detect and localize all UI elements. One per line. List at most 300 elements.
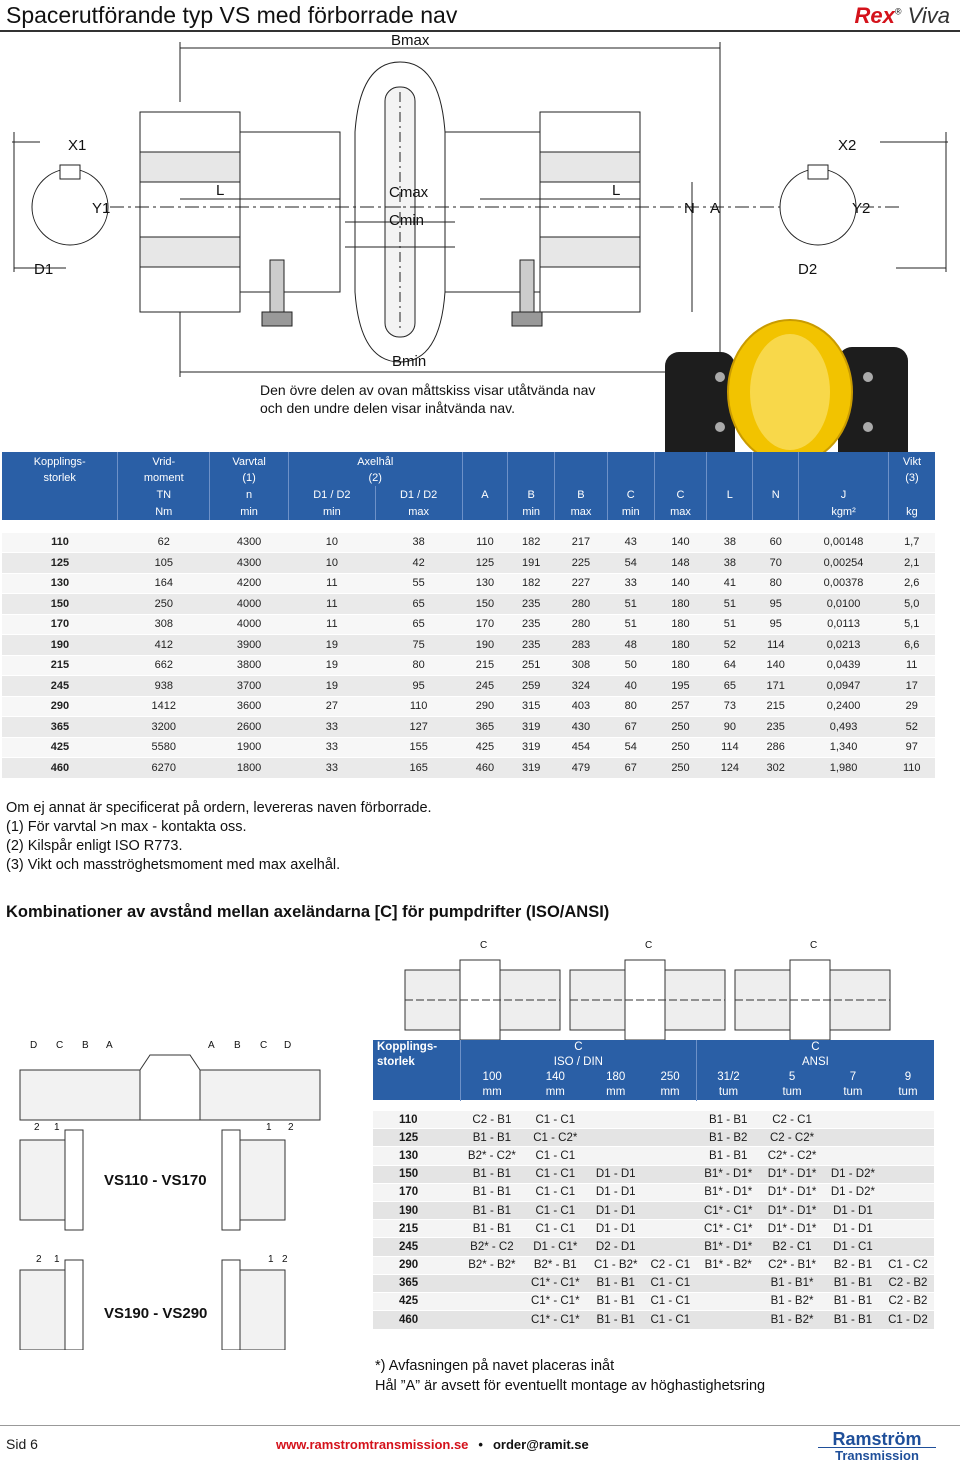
value-cell: 41 xyxy=(707,573,753,594)
combo-label-b-left: B xyxy=(82,1040,89,1051)
combo-cell: D1* - D1* xyxy=(760,1165,824,1183)
combo-cell xyxy=(644,1165,696,1183)
value-cell: 235 xyxy=(508,594,555,615)
value-cell: 425 xyxy=(462,737,508,758)
value-cell: 250 xyxy=(118,594,210,615)
value-cell: 38 xyxy=(375,532,462,553)
size-cell: 365 xyxy=(2,717,118,738)
value-cell: 42 xyxy=(375,553,462,574)
combo-cell: C2* - C2* xyxy=(760,1147,824,1165)
value-cell: 257 xyxy=(654,696,707,717)
label-y1: Y1 xyxy=(92,200,111,217)
value-cell: 195 xyxy=(654,676,707,697)
value-cell: 17 xyxy=(888,676,935,697)
value-cell: 70 xyxy=(753,553,799,574)
size-cell: 290 xyxy=(373,1256,460,1274)
combo-c-2: C xyxy=(645,940,653,951)
value-cell: 308 xyxy=(555,655,608,676)
value-cell: 308 xyxy=(118,614,210,635)
label-x2: X2 xyxy=(838,137,857,154)
combo-cell: C2* - B1* xyxy=(760,1256,824,1274)
value-cell: 51 xyxy=(707,614,753,635)
combo-cell: B1 - B1 xyxy=(587,1311,644,1329)
value-cell: 80 xyxy=(753,573,799,594)
combo-cell: C1 - C1 xyxy=(523,1201,587,1219)
value-cell: 52 xyxy=(707,635,753,656)
value-cell: 52 xyxy=(888,717,935,738)
svg-text:1: 1 xyxy=(54,1254,60,1265)
combo-c-3: C xyxy=(810,940,818,951)
combo-cell: C1 - C1 xyxy=(644,1292,696,1310)
combo-cell: B2* - C2* xyxy=(460,1147,523,1165)
combo-label-c-right: C xyxy=(260,1040,268,1051)
value-cell: 319 xyxy=(508,717,555,738)
footer-divider xyxy=(0,1425,960,1426)
combo-cell: B1 - B1 xyxy=(587,1274,644,1292)
value-cell: 40 xyxy=(607,676,654,697)
combo-c-1: C xyxy=(480,940,488,951)
combo-cell: C1 - C1 xyxy=(523,1165,587,1183)
spec-row xyxy=(2,676,935,697)
combo-label-d-left: D xyxy=(30,1040,38,1051)
spec-row xyxy=(2,717,935,738)
size-cell: 245 xyxy=(373,1238,460,1256)
page-header xyxy=(0,0,960,30)
combo-cell: C1 - C2 xyxy=(882,1256,934,1274)
value-cell: 4300 xyxy=(210,532,289,553)
value-cell: 54 xyxy=(607,553,654,574)
combo-cell: C2 - C1 xyxy=(644,1256,696,1274)
combo-cell xyxy=(644,1220,696,1238)
size-cell: 130 xyxy=(2,573,118,594)
value-cell: 182 xyxy=(508,532,555,553)
value-cell: 4300 xyxy=(210,553,289,574)
combo-cell: C1 - C1 xyxy=(523,1183,587,1201)
value-cell: 0,493 xyxy=(799,717,889,738)
value-cell: 0,0100 xyxy=(799,594,889,615)
value-cell: 33 xyxy=(607,573,654,594)
combo-cell: D1* - D1* xyxy=(760,1220,824,1238)
value-cell: 67 xyxy=(607,758,654,779)
combo-cell: C1 - C1 xyxy=(523,1111,587,1129)
combo-cell: C1 - C1 xyxy=(644,1274,696,1292)
value-cell: 180 xyxy=(654,614,707,635)
value-cell: 5580 xyxy=(118,737,210,758)
combo-cell: D1* - D1* xyxy=(760,1183,824,1201)
combo-cell: B1 - B1 xyxy=(696,1111,760,1129)
value-cell: 75 xyxy=(375,635,462,656)
size-cell: 365 xyxy=(373,1274,460,1292)
combo-cell: D1 - D2* xyxy=(824,1183,882,1201)
combo-cell: C1 - C2* xyxy=(523,1129,587,1147)
combo-cell: D1 - D1 xyxy=(587,1201,644,1219)
value-cell: 245 xyxy=(462,676,508,697)
combo-cell xyxy=(587,1129,644,1147)
label-bmax: Bmax xyxy=(391,32,430,49)
value-cell: 215 xyxy=(462,655,508,676)
combo-cell: B1* - D1* xyxy=(696,1238,760,1256)
value-cell: 479 xyxy=(555,758,608,779)
value-cell: 114 xyxy=(707,737,753,758)
spec-row xyxy=(2,614,935,635)
combo-row xyxy=(373,1111,934,1129)
value-cell: 280 xyxy=(555,614,608,635)
value-cell: 125 xyxy=(462,553,508,574)
combo-cell: D1 - D1 xyxy=(824,1201,882,1219)
value-cell: 6270 xyxy=(118,758,210,779)
value-cell: 33 xyxy=(288,758,375,779)
combo-cell xyxy=(644,1129,696,1147)
combo-cell: C1* - C1* xyxy=(523,1292,587,1310)
combo-label-b-right: B xyxy=(234,1040,241,1051)
value-cell: 1900 xyxy=(210,737,289,758)
combo-cell: C1 - C1 xyxy=(644,1311,696,1329)
size-cell: 290 xyxy=(2,696,118,717)
value-cell: 51 xyxy=(607,614,654,635)
spec-row xyxy=(2,758,935,779)
combo-cell xyxy=(644,1201,696,1219)
ramstrom-logo: Ramström Transmission xyxy=(818,1432,936,1463)
value-cell: 191 xyxy=(508,553,555,574)
value-cell: 62 xyxy=(118,532,210,553)
value-cell: 1800 xyxy=(210,758,289,779)
value-cell: 29 xyxy=(888,696,935,717)
combo-cell: C2 - B2 xyxy=(882,1274,934,1292)
size-cell: 125 xyxy=(373,1129,460,1147)
value-cell: 662 xyxy=(118,655,210,676)
combo-cell xyxy=(882,1147,934,1165)
combo-cell: D1 - D1 xyxy=(587,1220,644,1238)
value-cell: 938 xyxy=(118,676,210,697)
combo-cell: D1 - C1* xyxy=(523,1238,587,1256)
size-cell: 150 xyxy=(373,1165,460,1183)
label-x1: X1 xyxy=(68,137,87,154)
value-cell: 0,0439 xyxy=(799,655,889,676)
value-cell: 302 xyxy=(753,758,799,779)
label-a: A xyxy=(710,200,721,217)
combo-label-d-right: D xyxy=(284,1040,292,1051)
value-cell: 2600 xyxy=(210,717,289,738)
label-d2: D2 xyxy=(798,261,818,278)
combo-cell: B2 - B1 xyxy=(824,1256,882,1274)
value-cell: 225 xyxy=(555,553,608,574)
value-cell: 2,1 xyxy=(888,553,935,574)
value-cell: 19 xyxy=(288,676,375,697)
value-cell: 33 xyxy=(288,717,375,738)
combo-cell: C1* - C1* xyxy=(696,1220,760,1238)
value-cell: 454 xyxy=(555,737,608,758)
combo-cell xyxy=(460,1274,523,1292)
combo-table: Kopplings- C C storlek ISO / DIN ANSI 100 140 180 250 31/2 5 7 9 mm mm mm mm tum tum tum tum 110 C2 - B1 C1 - C1 B1 - B1 C2 - C1 125 B1 - B1 C1 - C2* B1 - B2 C2 - C2* 130 B2* - C2* C1 - C1 B1 - B1 C2* - C2* 150 B1 - B1 C1 - C1 D1 - D1 B1* - D1* D1* - D1* D1 - D2* 170 B1 - B1 C1 - C1 D1 - D1 B1* - D1* D1* - D1* D1 - D2* 190 B1 - B1 C1 - C1 D1 - D1 C1* - C1* D1* - D1* D1 - D1 215 B1 - B1 C1 - C1 D1 - D1 C1* - C1* D1* - D1* D1 - D1 245 B2* - C2 D1 - C1* D2 - D1 B1* - D1* B2 - C1 D1 - C1 290 B2* - B2* B2* - B1 C1 - B2* C2 - C1 B1* - B2* C2* - B1* B2 - B1 C1 - C2 365 C1* - C1* B1 - B1 C1 - C1 B1 - B1* B1 - B1 C2 - B2 425 C1* - C1* B1 - B1 C1 - C1 B1 - B2* B1 - B1 C2 - B2 460 C1* - C1* B1 - B1 C1 - C1 B1 - B2* B1 - B1 C1 - D2 xyxy=(373,1040,934,1329)
combo-row xyxy=(373,1274,934,1292)
combo-row xyxy=(373,1220,934,1238)
svg-text:2: 2 xyxy=(282,1254,288,1265)
size-cell: 110 xyxy=(2,532,118,553)
combo-cell: B1 - B1 xyxy=(824,1274,882,1292)
combo-cell: B1 - B1 xyxy=(460,1201,523,1219)
value-cell: 90 xyxy=(707,717,753,738)
value-cell: 1,7 xyxy=(888,532,935,553)
combo-title: Kombinationer av avstånd mellan axeländarna [C] för pumpdrifter (ISO/ANSI) xyxy=(6,903,610,921)
value-cell: 140 xyxy=(753,655,799,676)
combo-cell: C1* - C1* xyxy=(696,1201,760,1219)
label-l-left: L xyxy=(216,182,225,199)
combo-row xyxy=(373,1292,934,1310)
svg-text:2: 2 xyxy=(288,1122,294,1133)
combo-cell xyxy=(696,1311,760,1329)
value-cell: 412 xyxy=(118,635,210,656)
notes: Om ej annat är specificerat på ordern, levereras naven förborrade. (1) För varvtal >n max - kontakta oss. (2) Kilspår enligt ISO R773. (3) Vikt och masströghetsmoment med max axelhål. xyxy=(6,800,432,873)
value-cell: 110 xyxy=(462,532,508,553)
value-cell: 55 xyxy=(375,573,462,594)
value-cell: 0,0947 xyxy=(799,676,889,697)
combo-cell: C1 - D2 xyxy=(882,1311,934,1329)
value-cell: 403 xyxy=(555,696,608,717)
value-cell: 10 xyxy=(288,532,375,553)
combo-cell: B2 - C1 xyxy=(760,1238,824,1256)
footer-contact: www.ramstromtransmission.se • order@ramit.se xyxy=(276,1437,589,1452)
value-cell: 280 xyxy=(555,594,608,615)
value-cell: 1,340 xyxy=(799,737,889,758)
email-link[interactable]: order@ramit.se xyxy=(492,1437,589,1452)
value-cell: 33 xyxy=(288,737,375,758)
value-cell: 130 xyxy=(462,573,508,594)
value-cell: 164 xyxy=(118,573,210,594)
combo-cell: B2* - C2 xyxy=(460,1238,523,1256)
size-cell: 460 xyxy=(373,1311,460,1329)
combo-cell xyxy=(882,1183,934,1201)
value-cell: 38 xyxy=(707,532,753,553)
combo-cell: B2* - B1 xyxy=(523,1256,587,1274)
size-cell: 150 xyxy=(2,594,118,615)
combo-cell xyxy=(696,1292,760,1310)
value-cell: 235 xyxy=(508,635,555,656)
combo-cell: B2* - B2* xyxy=(460,1256,523,1274)
drawing-caption: Den övre delen av ovan måttskiss visar utåtvända nav och den undre delen visar inåtvända nav. xyxy=(260,382,596,416)
combo-cell: C2 - C2* xyxy=(760,1129,824,1147)
size-cell: 425 xyxy=(373,1292,460,1310)
label-bmin: Bmin xyxy=(392,353,427,370)
combo-cell: C2 - B2 xyxy=(882,1292,934,1310)
value-cell: 65 xyxy=(375,614,462,635)
website-link[interactable]: www.ramstromtransmission.se xyxy=(276,1437,469,1452)
value-cell: 110 xyxy=(375,696,462,717)
combo-cell xyxy=(644,1111,696,1129)
combo-row xyxy=(373,1201,934,1219)
size-cell: 170 xyxy=(2,614,118,635)
spec-row xyxy=(2,594,935,615)
value-cell: 4000 xyxy=(210,614,289,635)
size-cell: 245 xyxy=(2,676,118,697)
size-cell: 130 xyxy=(373,1147,460,1165)
value-cell: 51 xyxy=(607,594,654,615)
combo-cell: B1* - B2* xyxy=(696,1256,760,1274)
combo-cell: B1 - B1 xyxy=(460,1165,523,1183)
size-cell: 110 xyxy=(373,1111,460,1129)
combo-cell: B1 - B1 xyxy=(587,1292,644,1310)
combo-cell: C1 - C1 xyxy=(523,1147,587,1165)
value-cell: 259 xyxy=(508,676,555,697)
value-cell: 227 xyxy=(555,573,608,594)
value-cell: 235 xyxy=(508,614,555,635)
combo-row xyxy=(373,1311,934,1329)
label-n: N xyxy=(684,200,695,217)
combo-cell: B1* - D1* xyxy=(696,1183,760,1201)
value-cell: 0,00254 xyxy=(799,553,889,574)
combo-cell: C2 - C1 xyxy=(760,1111,824,1129)
label-cmin: Cmin xyxy=(389,212,425,229)
combo-cell: B1 - B1* xyxy=(760,1274,824,1292)
value-cell: 217 xyxy=(555,532,608,553)
combo-cell xyxy=(644,1147,696,1165)
value-cell: 148 xyxy=(654,553,707,574)
combo-cell xyxy=(882,1220,934,1238)
value-cell: 190 xyxy=(462,635,508,656)
svg-text:1: 1 xyxy=(266,1122,272,1133)
value-cell: 110 xyxy=(888,758,935,779)
combo-row xyxy=(373,1256,934,1274)
combo-cell: D2 - D1 xyxy=(587,1238,644,1256)
combo-cell xyxy=(824,1129,882,1147)
value-cell: 3600 xyxy=(210,696,289,717)
value-cell: 124 xyxy=(707,758,753,779)
combo-cell: D1 - D1 xyxy=(824,1220,882,1238)
page-title: Spacerutförande typ VS med förborrade nav xyxy=(6,2,458,28)
combo-cell xyxy=(882,1129,934,1147)
combo-cell: B1 - B2* xyxy=(760,1311,824,1329)
value-cell: 180 xyxy=(654,635,707,656)
value-cell: 80 xyxy=(607,696,654,717)
value-cell: 38 xyxy=(707,553,753,574)
combo-cell: D1* - D1* xyxy=(760,1201,824,1219)
value-cell: 4000 xyxy=(210,594,289,615)
spec-row xyxy=(2,737,935,758)
value-cell: 64 xyxy=(707,655,753,676)
value-cell: 127 xyxy=(375,717,462,738)
value-cell: 54 xyxy=(607,737,654,758)
value-cell: 0,0213 xyxy=(799,635,889,656)
value-cell: 365 xyxy=(462,717,508,738)
combo-cell: B1 - B1 xyxy=(460,1129,523,1147)
value-cell: 155 xyxy=(375,737,462,758)
combo-cell: B1* - D1* xyxy=(696,1165,760,1183)
combo-cell xyxy=(460,1292,523,1310)
value-cell: 215 xyxy=(753,696,799,717)
value-cell: 48 xyxy=(607,635,654,656)
combo-cell: D1 - D1 xyxy=(587,1183,644,1201)
value-cell: 95 xyxy=(375,676,462,697)
value-cell: 73 xyxy=(707,696,753,717)
value-cell: 3800 xyxy=(210,655,289,676)
combo-cell xyxy=(824,1147,882,1165)
value-cell: 80 xyxy=(375,655,462,676)
value-cell: 19 xyxy=(288,655,375,676)
value-cell: 97 xyxy=(888,737,935,758)
size-cell: 460 xyxy=(2,758,118,779)
value-cell: 3700 xyxy=(210,676,289,697)
combo-cell xyxy=(882,1201,934,1219)
value-cell: 180 xyxy=(654,655,707,676)
combo-cell: C1* - C1* xyxy=(523,1274,587,1292)
value-cell: 11 xyxy=(288,573,375,594)
size-cell: 190 xyxy=(2,635,118,656)
value-cell: 319 xyxy=(508,737,555,758)
label-cmax: Cmax xyxy=(389,184,429,201)
value-cell: 65 xyxy=(707,676,753,697)
combo-cell: B1 - B2* xyxy=(760,1292,824,1310)
combo-cell: C1 - C1 xyxy=(523,1220,587,1238)
value-cell: 0,0113 xyxy=(799,614,889,635)
value-cell: 286 xyxy=(753,737,799,758)
value-cell: 95 xyxy=(753,614,799,635)
combo-cell: D1 - D1 xyxy=(587,1165,644,1183)
combo-row xyxy=(373,1147,934,1165)
size-cell: 190 xyxy=(373,1201,460,1219)
spec-row xyxy=(2,573,935,594)
value-cell: 11 xyxy=(888,655,935,676)
value-cell: 0,2400 xyxy=(799,696,889,717)
combo-cell: C1 - B2* xyxy=(587,1256,644,1274)
combo-cell: B1 - B1 xyxy=(696,1147,760,1165)
value-cell: 27 xyxy=(288,696,375,717)
value-cell: 251 xyxy=(508,655,555,676)
value-cell: 95 xyxy=(753,594,799,615)
combo-row xyxy=(373,1165,934,1183)
size-cell: 125 xyxy=(2,553,118,574)
value-cell: 1412 xyxy=(118,696,210,717)
combo-cell xyxy=(587,1147,644,1165)
value-cell: 283 xyxy=(555,635,608,656)
value-cell: 430 xyxy=(555,717,608,738)
value-cell: 250 xyxy=(654,737,707,758)
combo-cell: B1 - B1 xyxy=(824,1292,882,1310)
combo-cell xyxy=(882,1111,934,1129)
spec-table: Kopplings- Vrid- Varvtal Axelhål Vikt storlek moment (1) (2) (3) TN n D1 / D2 D1 / D2 A B B C C L N J Nm min min max min max min max kgm² kg 110 62 4300 10 38 110 182 217 43 140 38 60 0,00148 1,7 125 105 4300 10 42 125 191 225 54 148 38 70 0,00254 2,1 130 164 4200 11 55 130 182 227 33 140 41 80 0,00378 2,6 150 250 4000 11 65 150 235 280 51 180 51 95 0,0100 5,0 170 308 4000 11 65 170 235 280 51 180 51 95 0,0113 5,1 190 412 3900 19 75 190 235 283 48 180 52 114 0,0213 6,6 215 662 3800 19 80 215 251 308 50 180 64 140 0,0439 11 245 938 3700 19 95 245 259 324 40 195 65 171 0,0947 17 290 1412 3600 27 110 290 315 403 80 257 73 215 0,2400 29 365 3200 2600 33 127 365 319 430 67 250 90 235 0,493 52 425 5580 1900 33 155 425 319 454 54 250 114 286 1,340 97 460 6270 1800 33 165 460 319 479 67 250 124 302 1,980 110 xyxy=(2,452,935,778)
value-cell: 150 xyxy=(462,594,508,615)
value-cell: 4200 xyxy=(210,573,289,594)
spec-row xyxy=(2,696,935,717)
value-cell: 114 xyxy=(753,635,799,656)
value-cell: 140 xyxy=(654,573,707,594)
combo-cell: C1* - C1* xyxy=(523,1311,587,1329)
spec-row xyxy=(2,655,935,676)
value-cell: 65 xyxy=(375,594,462,615)
value-cell: 3900 xyxy=(210,635,289,656)
value-cell: 460 xyxy=(462,758,508,779)
value-cell: 60 xyxy=(753,532,799,553)
combo-cell xyxy=(882,1238,934,1256)
value-cell: 180 xyxy=(654,594,707,615)
size-cell: 215 xyxy=(373,1220,460,1238)
value-cell: 250 xyxy=(654,717,707,738)
combo-cell xyxy=(824,1111,882,1129)
value-cell: 51 xyxy=(707,594,753,615)
value-cell: 19 xyxy=(288,635,375,656)
spec-row xyxy=(2,553,935,574)
combo-cell: B1 - B1 xyxy=(460,1220,523,1238)
svg-text:2: 2 xyxy=(34,1122,40,1133)
label-l-right: L xyxy=(612,182,621,199)
combo-cell xyxy=(696,1274,760,1292)
value-cell: 10 xyxy=(288,553,375,574)
svg-text:1: 1 xyxy=(268,1254,274,1265)
value-cell: 5,1 xyxy=(888,614,935,635)
combo-cell: B1 - B2 xyxy=(696,1129,760,1147)
label-y2: Y2 xyxy=(852,200,871,217)
value-cell: 11 xyxy=(288,614,375,635)
value-cell: 165 xyxy=(375,758,462,779)
value-cell: 324 xyxy=(555,676,608,697)
